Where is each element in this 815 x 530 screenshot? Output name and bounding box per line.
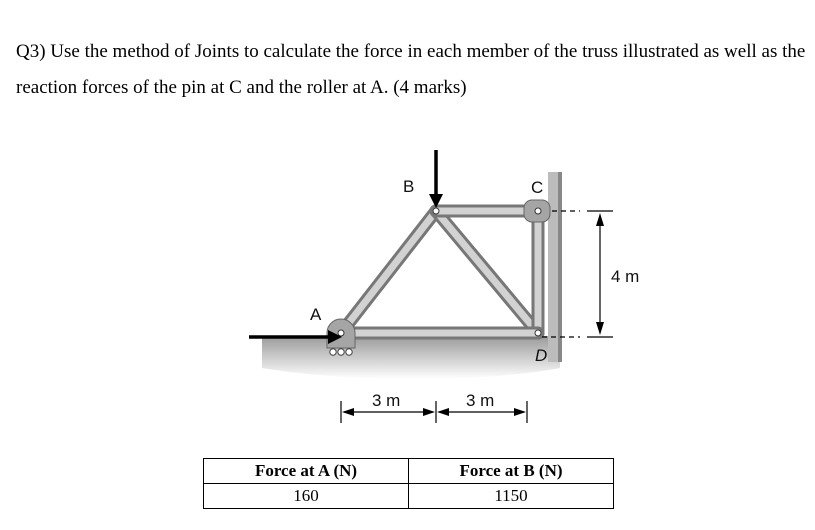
results-table xyxy=(203,458,614,509)
load-arrow-b xyxy=(429,150,443,208)
span-left-label: 3 m xyxy=(372,391,401,410)
joint-d-label: D xyxy=(535,346,548,365)
joint-b-pin xyxy=(433,208,439,214)
joint-d-pin xyxy=(535,330,541,336)
question-text: Q3) Use the method of Joints to calculate the force in each member of the truss illustrated as well as the reaction forces of the pin at C and the roller at A. (4 marks) xyxy=(16,41,806,98)
joint-c-pin xyxy=(535,208,541,214)
member-ab xyxy=(341,211,436,333)
span-right-label: 3 m xyxy=(466,391,495,410)
member-bd xyxy=(436,211,538,333)
table-header-row xyxy=(204,459,614,484)
joint-c-label: C xyxy=(531,178,544,197)
force-b-header: Force at B (N) xyxy=(409,459,614,484)
joint-a-pin xyxy=(338,330,344,336)
joint-b-label: B xyxy=(403,177,415,196)
ground-surface xyxy=(262,336,560,379)
horizontal-dimension xyxy=(341,401,527,423)
table-row xyxy=(204,484,614,509)
joint-a-label: A xyxy=(310,305,322,324)
force-a-value: 160 xyxy=(204,484,409,509)
force-b-value: 1150 xyxy=(409,484,614,509)
vertical-dimension xyxy=(587,211,613,337)
force-a-header: Force at A (N) xyxy=(204,459,409,484)
height-dimension-label: 4 m xyxy=(611,267,640,286)
